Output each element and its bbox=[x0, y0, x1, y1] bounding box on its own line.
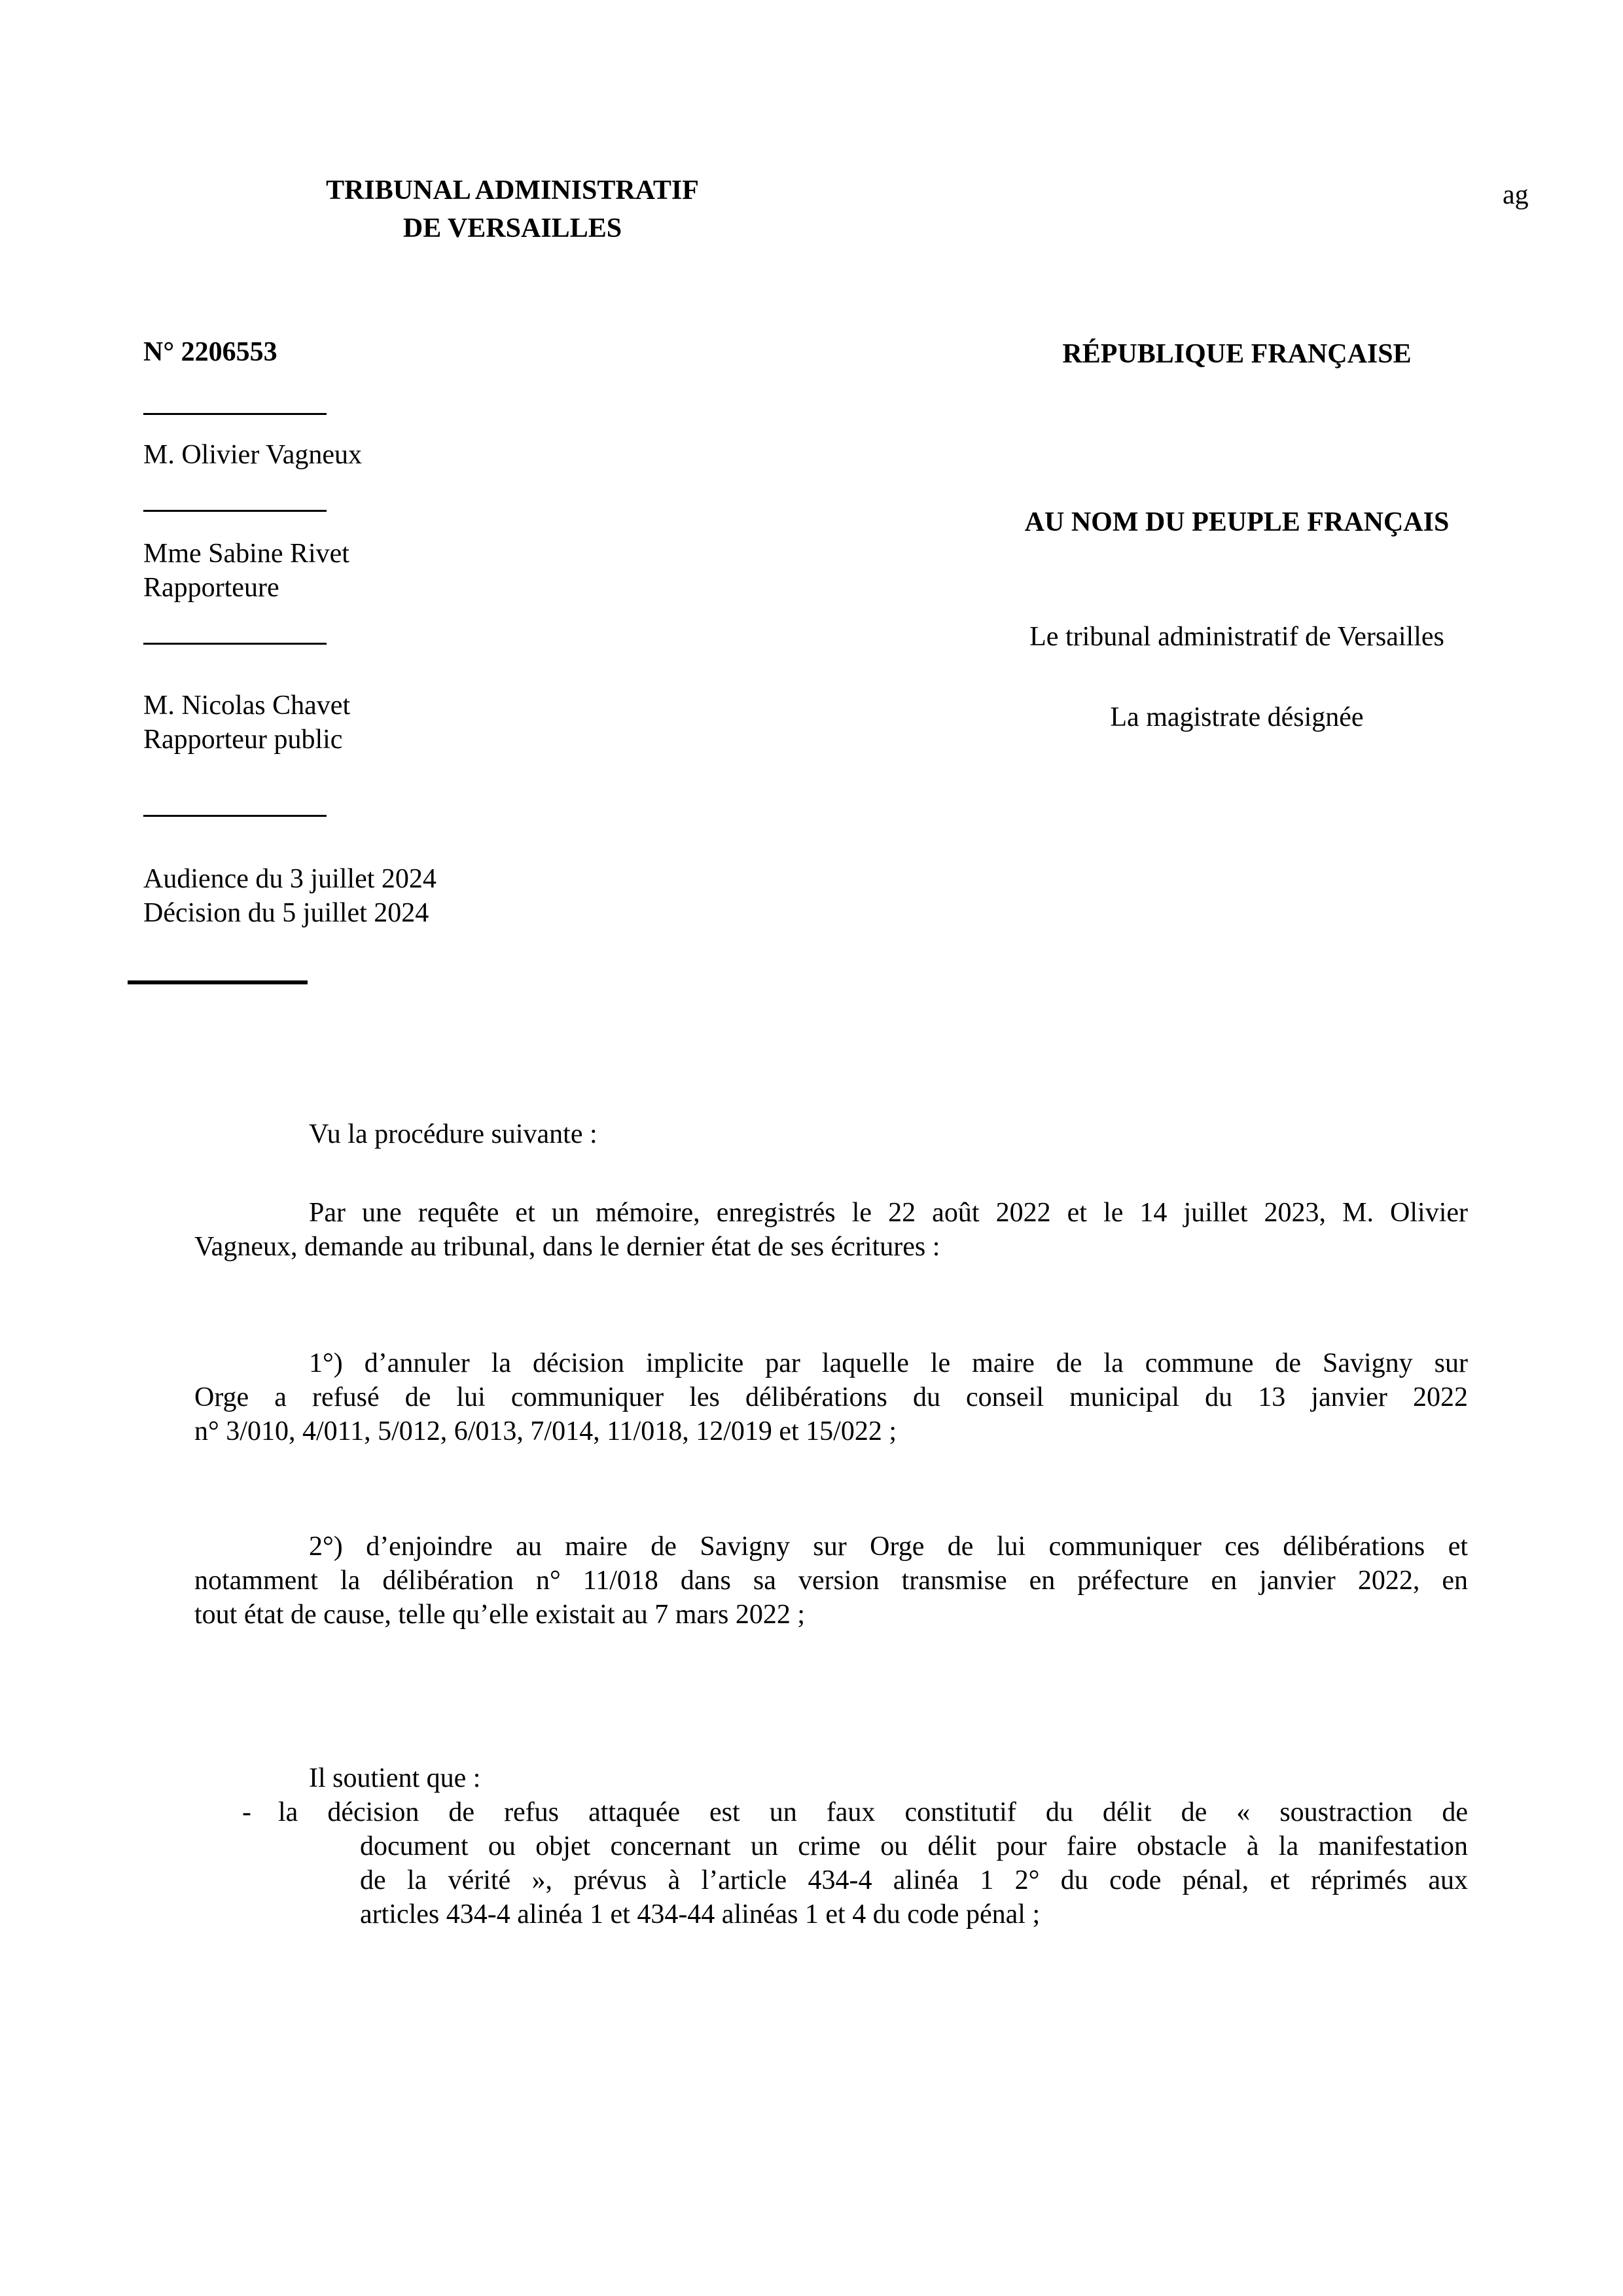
point2-line: notamment la délibération n° 11/018 dans sa version transmise en préfecture en janvier 2022, en bbox=[194, 1566, 1468, 1596]
in-the-name-title: AU NOM DU PEUPLE FRANÇAIS bbox=[1024, 507, 1450, 537]
case-number: N° 2206553 bbox=[143, 337, 277, 367]
point1-line: n° 3/010, 4/011, 5/012, 6/013, 7/014, 11/018, 12/019 et 15/022 ; bbox=[194, 1416, 897, 1446]
bullet-dash: - bbox=[242, 1797, 251, 1827]
bullet-line: de la vérité », prévus à l’article 434-4 alinéa 1 2° du code pénal, et réprimés aux bbox=[360, 1865, 1468, 1895]
separator-line-thick bbox=[128, 980, 308, 984]
court-name-line2: DE VERSAILLES bbox=[402, 213, 622, 243]
court-name-line1: TRIBUNAL ADMINISTRATIF bbox=[326, 175, 699, 206]
procedure-intro bbox=[194, 1117, 1468, 1151]
decision-date: Décision du 5 juillet 2024 bbox=[143, 898, 429, 928]
procedure-intro-text: Vu la procédure suivante : bbox=[309, 1119, 597, 1149]
bullet-line: document ou objet concernant un crime ou délit pour faire obstacle à la manifestation bbox=[360, 1831, 1468, 1861]
applicant-name: M. Olivier Vagneux bbox=[143, 440, 363, 470]
separator-line-2 bbox=[143, 510, 327, 512]
point2-line: tout état de cause, telle qu’elle existait au 7 mars 2022 ; bbox=[194, 1600, 806, 1630]
bullet-line: la décision de refus attaquée est un faux constitutif du délit de « soustraction de bbox=[278, 1797, 1468, 1827]
point2-line: 2°) d’enjoindre au maire de Savigny sur Orge de lui communiquer ces délibérations et bbox=[309, 1532, 1468, 1562]
bullet-item bbox=[278, 1795, 1468, 1931]
point1-line: Orge a refusé de lui communiquer les délibérations du conseil municipal du 13 janvier 2022 bbox=[194, 1382, 1468, 1412]
rapporteur-public-block bbox=[143, 689, 350, 757]
separator-line-4 bbox=[143, 815, 327, 817]
rapporteure-name: Mme Sabine Rivet bbox=[143, 539, 349, 569]
point1-line: 1°) d’annuler la décision implicite par laquelle le maire de la commune de Savigny sur bbox=[309, 1348, 1468, 1378]
moyens-intro-text: Il soutient que : bbox=[309, 1763, 481, 1793]
separator-line-1 bbox=[143, 413, 327, 415]
audience-date: Audience du 3 juillet 2024 bbox=[143, 864, 437, 894]
republic-title: RÉPUBLIQUE FRANÇAISE bbox=[1062, 339, 1412, 369]
rapporteur-public-title: Rapporteur public bbox=[143, 725, 343, 755]
hearing-dates-block bbox=[143, 862, 437, 930]
court-name bbox=[287, 171, 738, 247]
corner-initials: ag bbox=[1503, 180, 1529, 210]
rapporteure-title: Rapporteure bbox=[143, 573, 279, 603]
separator-line-3 bbox=[143, 643, 327, 645]
request-line: Par une requête et un mémoire, enregistrés le 22 août 2022 et le 14 juillet 2023, M. Olivier bbox=[309, 1198, 1468, 1228]
moyens-intro bbox=[194, 1761, 1468, 1795]
point2-paragraph bbox=[194, 1530, 1468, 1632]
rapporteur-public-name: M. Nicolas Chavet bbox=[143, 691, 351, 721]
tribunal-line: Le tribunal administratif de Versailles bbox=[1029, 622, 1444, 652]
request-paragraph bbox=[194, 1196, 1468, 1264]
bullet-line: articles 434-4 alinéa 1 et 434-44 alinéas 1 et 4 du code pénal ; bbox=[360, 1899, 1041, 1929]
magistrate-line: La magistrate désignée bbox=[1110, 702, 1364, 732]
point1-paragraph bbox=[194, 1346, 1468, 1448]
request-line: Vagneux, demande au tribunal, dans le dernier état de ses écritures : bbox=[194, 1232, 940, 1262]
rapporteure-block bbox=[143, 537, 349, 605]
